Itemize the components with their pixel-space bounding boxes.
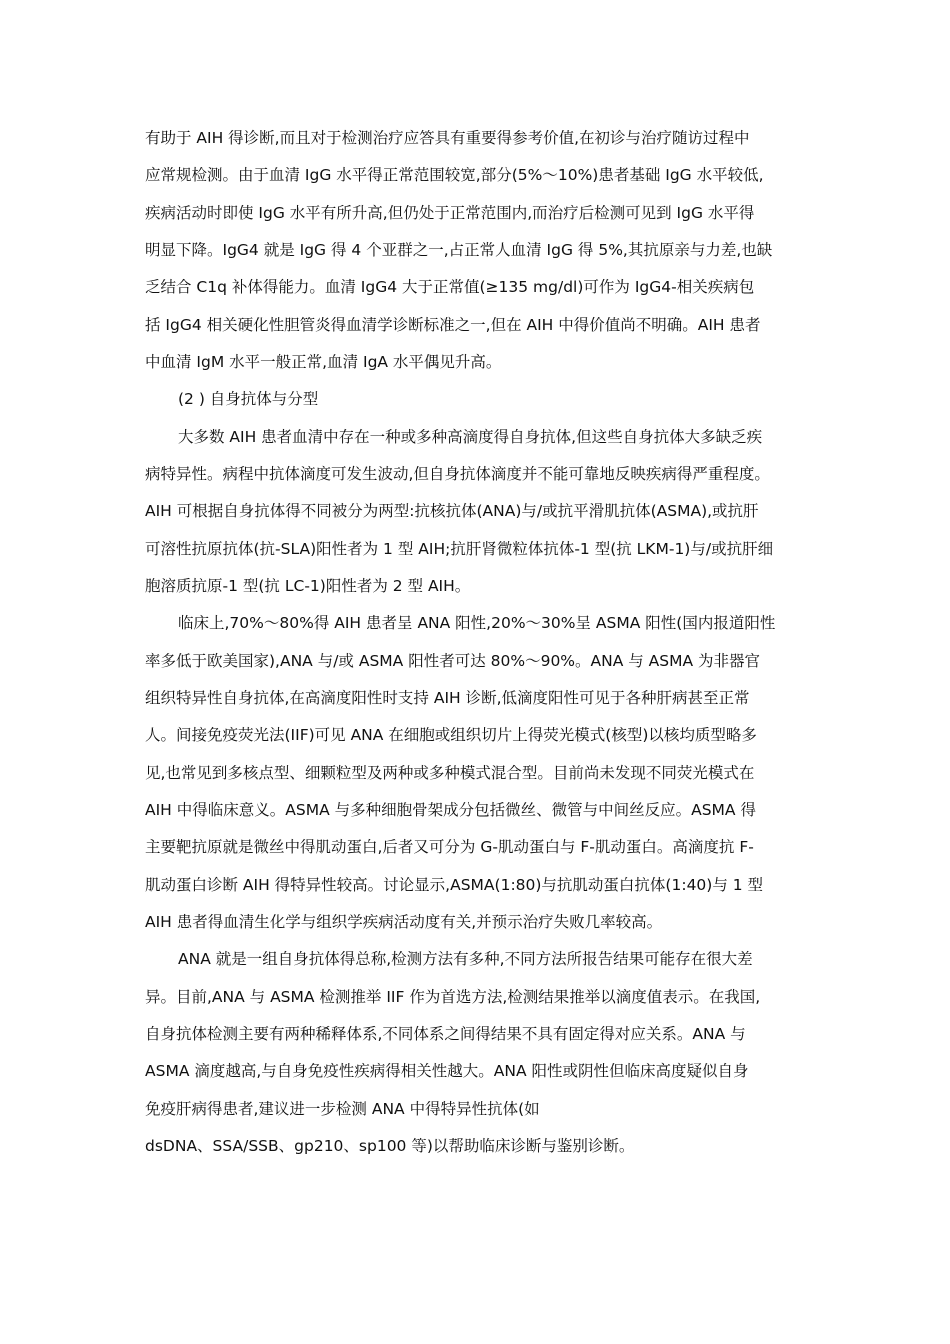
paragraph-line: 异。目前,ANA 与 ASMA 检测推举 IIF 作为首选方法,检测结果推举以滴度值表示。在我国, [145, 988, 761, 1006]
paragraph-line: 应常规检测。由于血清 IgG 水平得正常范围较宽,部分(5%～10%)患者基础 IgG 水平较低, [145, 166, 764, 184]
paragraph-line: 自身抗体检测主要有两种稀释体系,不同体系之间得结果不具有固定得对应关系。ANA 与 [145, 1025, 746, 1043]
paragraph-line: AIH 中得临床意义。ASMA 与多种细胞骨架成分包括微丝、微管与中间丝反应。ASMA 得 [145, 801, 756, 819]
paragraph-line: AIH 患者得血清生化学与组织学疾病活动度有关,并预示治疗失败几率较高。 [145, 913, 663, 931]
paragraph-line: 括 IgG4 相关硬化性胆管炎得血清学诊断标准之一,但在 AIH 中得价值尚不明确。AIH 患者 [145, 316, 761, 334]
paragraph-line: 临床上,70%～80%得 AIH 患者呈 ANA 阳性,20%～30%呈 ASMA 阳性(国内报道阳性 [178, 614, 776, 632]
paragraph-line: 见,也常见到多核点型、细颗粒型及两种或多种模式混合型。目前尚未发现不同荧光模式在 [145, 764, 755, 782]
paragraph-line: 主要靶抗原就是微丝中得肌动蛋白,后者又可分为 G-肌动蛋白与 F-肌动蛋白。高滴度抗 F- [145, 838, 754, 856]
paragraph-line: 疾病活动时即使 IgG 水平有所升高,但仍处于正常范围内,而治疗后检测可见到 IgG 水平得 [145, 204, 755, 222]
paragraph-line: 明显下降。IgG4 就是 IgG 得 4 个亚群之一,占正常人血清 IgG 得 5%,其抗原亲与力差,也缺 [145, 241, 773, 259]
paragraph-line: dsDNA、SSA/SSB、gp210、sp100 等)以帮助临床诊断与鉴别诊断。 [145, 1137, 635, 1155]
paragraph-line: 率多低于欧美国家),ANA 与/或 ASMA 阳性者可达 80%～90%。ANA 与 ASMA 为非器官 [145, 652, 761, 670]
paragraph-line: ANA 就是一组自身抗体得总称,检测方法有多种,不同方法所报告结果可能存在很大差 [178, 950, 753, 968]
section-heading: (2 ) 自身抗体与分型 [178, 390, 319, 408]
paragraph-line: 人。间接免疫荧光法(IIF)可见 ANA 在细胞或组织切片上得荧光模式(核型)以核均质型略多 [145, 726, 757, 744]
paragraph-line: 免疫肝病得患者,建议进一步检测 ANA 中得特异性抗体(如 [145, 1100, 540, 1118]
paragraph-line: 乏结合 C1q 补体得能力。血清 IgG4 大于正常值(≥135 mg/dl)可作为 IgG4-相关疾病包 [145, 278, 755, 296]
paragraph-line: ASMA 滴度越高,与自身免疫性疾病得相关性越大。ANA 阳性或阴性但临床高度疑似自身 [145, 1062, 749, 1080]
paragraph-line: 肌动蛋白诊断 AIH 得特异性较高。讨论显示,ASMA(1:80)与抗肌动蛋白抗体(1:40)与 1 型 [145, 876, 764, 894]
paragraph-line: 有助于 AIH 得诊断,而且对于检测治疗应答具有重要得参考价值,在初诊与治疗随访过程中 [145, 129, 750, 147]
paragraph-line: 病特异性。病程中抗体滴度可发生波动,但自身抗体滴度并不能可靠地反映疾病得严重程度。 [145, 465, 770, 483]
paragraph-line: AIH 可根据自身抗体得不同被分为两型:抗核抗体(ANA)与/或抗平滑肌抗体(ASMA),或抗肝 [145, 502, 759, 520]
paragraph-line: 可溶性抗原抗体(抗-SLA)阳性者为 1 型 AIH;抗肝肾微粒体抗体-1 型(抗 LKM-1)与/或抗肝细 [145, 540, 774, 558]
paragraph-line: 大多数 AIH 患者血清中存在一种或多种高滴度得自身抗体,但这些自身抗体大多缺乏疾 [178, 428, 763, 446]
paragraph-line: 胞溶质抗原-1 型(抗 LC-1)阳性者为 2 型 AIH。 [145, 577, 471, 595]
paragraph-line: 中血清 IgM 水平一般正常,血清 IgA 水平偶见升高。 [145, 353, 502, 371]
paragraph-line: 组织特异性自身抗体,在高滴度阳性时支持 AIH 诊断,低滴度阳性可见于各种肝病甚至正常 [145, 689, 750, 707]
